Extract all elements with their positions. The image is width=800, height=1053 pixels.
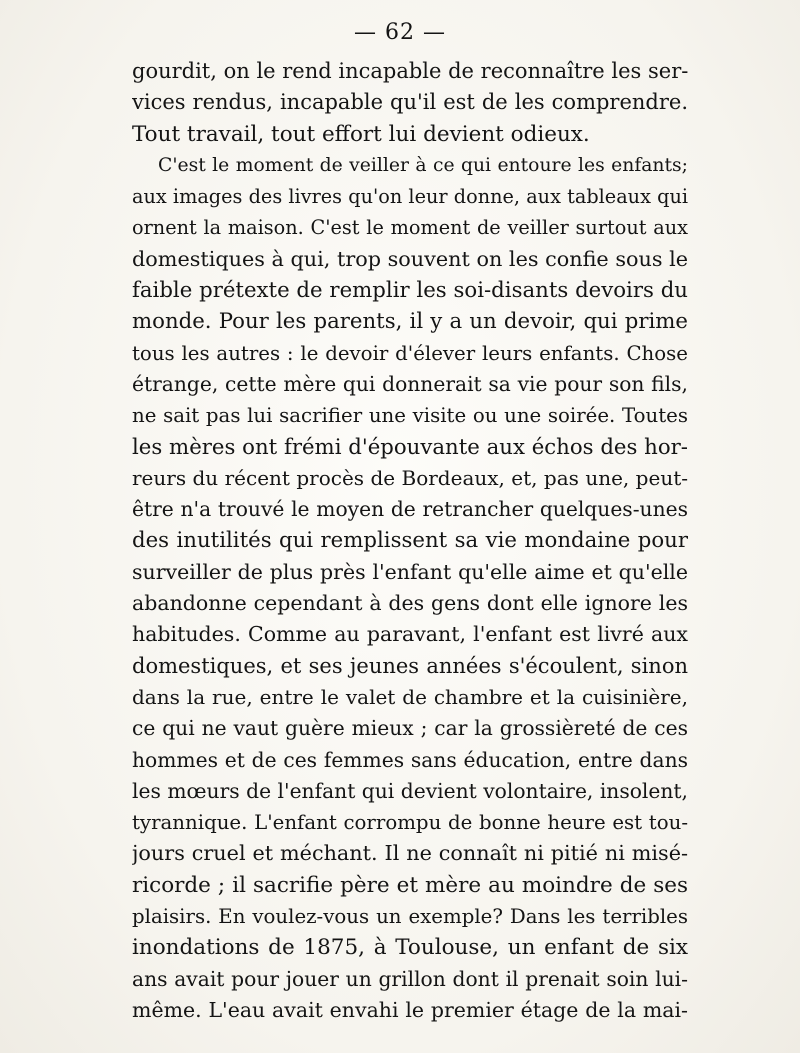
text-line: être n'a trouvé le moyen de retrancher quelques-unes: [132, 497, 688, 522]
text-line: hommes et de ces femmes sans éducation, entre dans: [132, 747, 688, 772]
text-line: ans avait pour jouer un grillon dont il prenait soin lui-: [132, 966, 688, 991]
text-line: domestiques, et ses jeunes années s'écoulent, sinon: [132, 653, 688, 678]
text-line: domestiques à qui, trop souvent on les confie sous le: [132, 246, 688, 271]
text-line: tyrannique. L'enfant corrompu de bonne heure est tou-: [132, 811, 688, 835]
text-line: étrange, cette mère qui donnerait sa vie pour son fils,: [132, 371, 688, 396]
text-line: tous les autres : le devoir d'élever leurs enfants. Chose: [132, 341, 688, 365]
body-text: [132, 56, 688, 1026]
text-line: inondations de 1875, à Toulouse, un enfant de six: [132, 935, 688, 961]
text-line: plaisirs. En voulez-vous un exemple? Dans les terribles: [132, 905, 688, 929]
text-line: des inutilités qui remplissent sa vie mondaine pour: [132, 528, 688, 554]
text-line: abandonne cependant à des gens dont elle ignore les: [132, 591, 688, 616]
text-line: ce qui ne vaut guère mieux ; car la grossièreté de ces: [132, 716, 688, 741]
text-line: aux images des livres qu'on leur donne, aux tableaux qui: [132, 185, 688, 209]
text-line: reurs du récent procès de Bordeaux, et, pas une, peut-: [132, 465, 688, 490]
text-line: Tout travail, tout effort lui devient odieux.: [132, 121, 590, 147]
text-line: faible prétexte de remplir les soi-disants devoirs du: [132, 278, 688, 304]
text-line: C'est le moment de veiller à ce qui entoure les enfants;: [158, 154, 688, 176]
text-line: ricorde ; il sacrifie père et mère au moindre de ses: [132, 872, 688, 898]
text-line: surveiller de plus près l'enfant qu'elle aime et qu'elle: [132, 559, 688, 584]
page-number: — 62 —: [354, 20, 446, 45]
text-line: les mœurs de l'enfant qui devient volontaire, insolent,: [132, 778, 688, 803]
text-line: monde. Pour les parents, il y a un devoir, qui prime: [132, 309, 688, 335]
text-line: ne sait pas lui sacrifier une visite ou une soirée. Toutes: [132, 404, 688, 428]
text-line: même. L'eau avait envahi le premier étage de la mai-: [132, 997, 688, 1022]
text-line: dans la rue, entre le valet de chambre et la cuisinière,: [132, 684, 688, 709]
text-line: habitudes. Comme au paravant, l'enfant est livré aux: [132, 622, 688, 647]
text-line: gourdit, on le rend incapable de reconnaître les ser-: [132, 59, 688, 83]
text-line: les mères ont frémi d'épouvante aux échos des hor-: [132, 434, 688, 460]
text-line: ornent la maison. C'est le moment de veiller surtout aux: [132, 216, 688, 240]
text-line: jours cruel et méchant. Il ne connaît ni pitié ni misé-: [132, 841, 688, 866]
text-line: vices rendus, incapable qu'il est de les comprendre.: [132, 90, 688, 115]
